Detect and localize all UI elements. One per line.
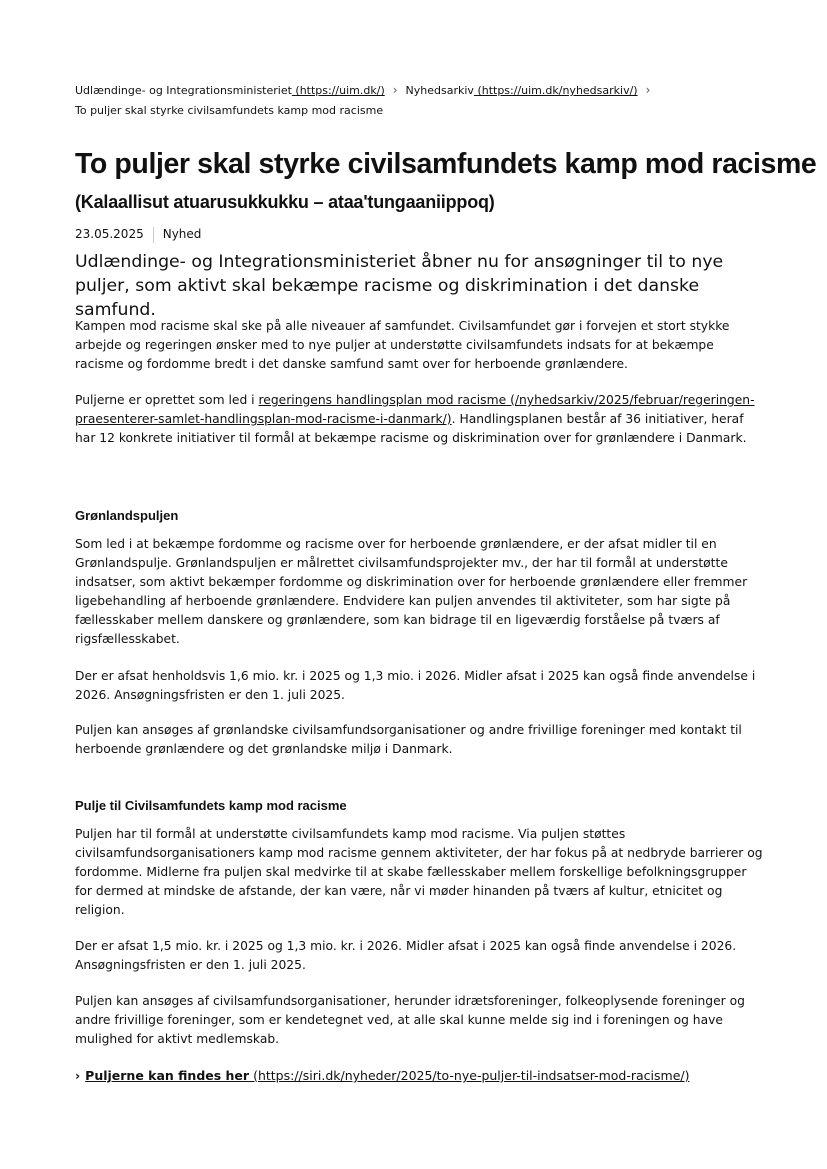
- pools-link-text: Puljerne kan findes her: [85, 1068, 250, 1083]
- article-lead: Udlændinge- og Integrationsministeriet åbner nu for ansøgninger til to nye puljer, som aktivt skal bekæmpe racisme og diskrimination i det danske samfund.: [75, 252, 724, 320]
- heading-civil-society-pool: Pulje til Civilsamfundets kamp mod racisme: [75, 798, 347, 813]
- article-meta: [75, 224, 201, 244]
- chevron-right-icon: ›: [645, 83, 651, 97]
- breadcrumb-ministry-url: (https://uim.dk/): [295, 84, 385, 97]
- pools-link[interactable]: [85, 1068, 689, 1083]
- paragraph-greenland-pool-applicants: Puljen kan ansøges af grønlandske civilsamfundsorganisationer og andre frivillige foreninger med kontakt til herboende grønlændere og det grønlandske miljø i Danmark.: [75, 723, 742, 756]
- breadcrumb-nyhedsarkiv-url: (https://uim.dk/nyhedsarkiv/): [477, 84, 638, 97]
- breadcrumb-current: To puljer skal styrke civilsamfundets kamp mod racisme: [75, 104, 384, 117]
- breadcrumb-ministry-label: Udlændinge- og Integrationsministeriet: [75, 84, 292, 97]
- breadcrumb-link-nyhedsarkiv[interactable]: [406, 84, 638, 97]
- heading-greenland-pool: Grønlandspuljen: [75, 508, 179, 523]
- meta-divider: [153, 227, 154, 243]
- paragraph-action-plan-before: Puljerne er oprettet som led i: [75, 393, 259, 407]
- paragraph-action-plan: [75, 391, 765, 448]
- action-plan-link-text: regeringens handlingsplan mod racisme: [258, 393, 507, 407]
- pools-link-url: (https://siri.dk/nyheder/2025/to-nye-puljer-til-indsatser-mod-racisme/): [249, 1068, 690, 1083]
- article-category: Nyhed: [162, 227, 202, 241]
- pools-link-row: [75, 1066, 690, 1086]
- breadcrumb: [75, 80, 765, 121]
- chevron-right-icon: ›: [75, 1068, 81, 1083]
- action-plan-link-url: (/nyhedsarkiv/2025/februar/regeringen-praesenterer-samlet-handlingsplan-mod-racisme-i-danmark/): [75, 393, 755, 426]
- paragraph-intro: Kampen mod racisme skal ske på alle niveauer af samfundet. Civilsamfundet gør i forvejen et stort stykke arbejde og regeringen ønsker med to nye puljer at understøtte civilsamfundets indsats for at bekæmpe racisme og fordomme bredt i det danske samfund samt over for herboende grønlændere.: [75, 319, 730, 371]
- paragraph-civil-society-pool-purpose: Puljen har til formål at understøtte civilsamfundets kamp mod racisme. Via puljen støttes civilsamfundsorganisationers kamp mod racisme gennem aktiviteter, der har fokus på at nedbryde barrierer og fordomme. Midlerne fra puljen skal medvirke til at skabe fællesskaber mellem forskellige befolkningsgrupper for dermed at mindske de afstande, der kan være, når vi møder hinanden på tværs af kultur, etnicitet og religion.: [75, 827, 763, 917]
- paragraph-greenland-pool-funds: Der er afsat henholdsvis 1,6 mio. kr. i 2025 og 1,3 mio. i 2026. Midler afsat i 2025 kan også finde anvendelse i 2026. Ansøgningsfristen er den 1. juli 2025.: [75, 669, 756, 702]
- page-subtitle: (Kalaallisut atuarusukkukku – ataa'tungaaniippoq): [75, 192, 495, 212]
- paragraph-greenland-pool-purpose: Som led i at bekæmpe fordomme og racisme over for herboende grønlændere, er der afsat midler til en Grønlandspulje. Grønlandspuljen er målrettet civilsamfundsprojekter mv., der har til formål at understøtte indsatser, som aktivt bekæmper fordomme og diskrimination over for herboende grønlændere eller fremmer ligebehandling af herboende grønlændere. Endvidere kan puljen anvendes til aktiviteter, som har sigte på fællesskaber mellem danskere og grønlændere, som kan bidrage til en ligeværdig forståelse på tværs af rigsfællesskabet.: [75, 537, 748, 646]
- article-date: 23.05.2025: [75, 227, 144, 241]
- paragraph-action-plan-after: . Handlingsplanen består af 36 initiativer, heraf har 12 konkrete initiativer til formål at bekæmpe racisme og diskrimination over for grønlændere i Danmark.: [75, 412, 747, 445]
- paragraph-civil-society-pool-funds: Der er afsat 1,5 mio. kr. i 2025 og 1,3 mio. kr. i 2026. Midler afsat i 2025 kan også finde anvendelse i 2026. Ansøgningsfristen er den 1. juli 2025.: [75, 939, 737, 972]
- paragraph-civil-society-pool-applicants: Puljen kan ansøges af civilsamfundsorganisationer, herunder idrætsforeninger, folkeoplysende foreninger og andre frivillige foreninger, som er kendetegnet ved, at alle skal kunne melde sig ind i foreningen og have mulighed for aktivt medlemskab.: [75, 994, 745, 1046]
- breadcrumb-row: [75, 80, 765, 101]
- chevron-right-icon: ›: [392, 83, 398, 97]
- breadcrumb-nyhedsarkiv-label: Nyhedsarkiv: [405, 84, 474, 97]
- breadcrumb-link-ministry[interactable]: [75, 84, 385, 97]
- page-title: To puljer skal styrke civilsamfundets kamp mod racisme: [75, 148, 817, 180]
